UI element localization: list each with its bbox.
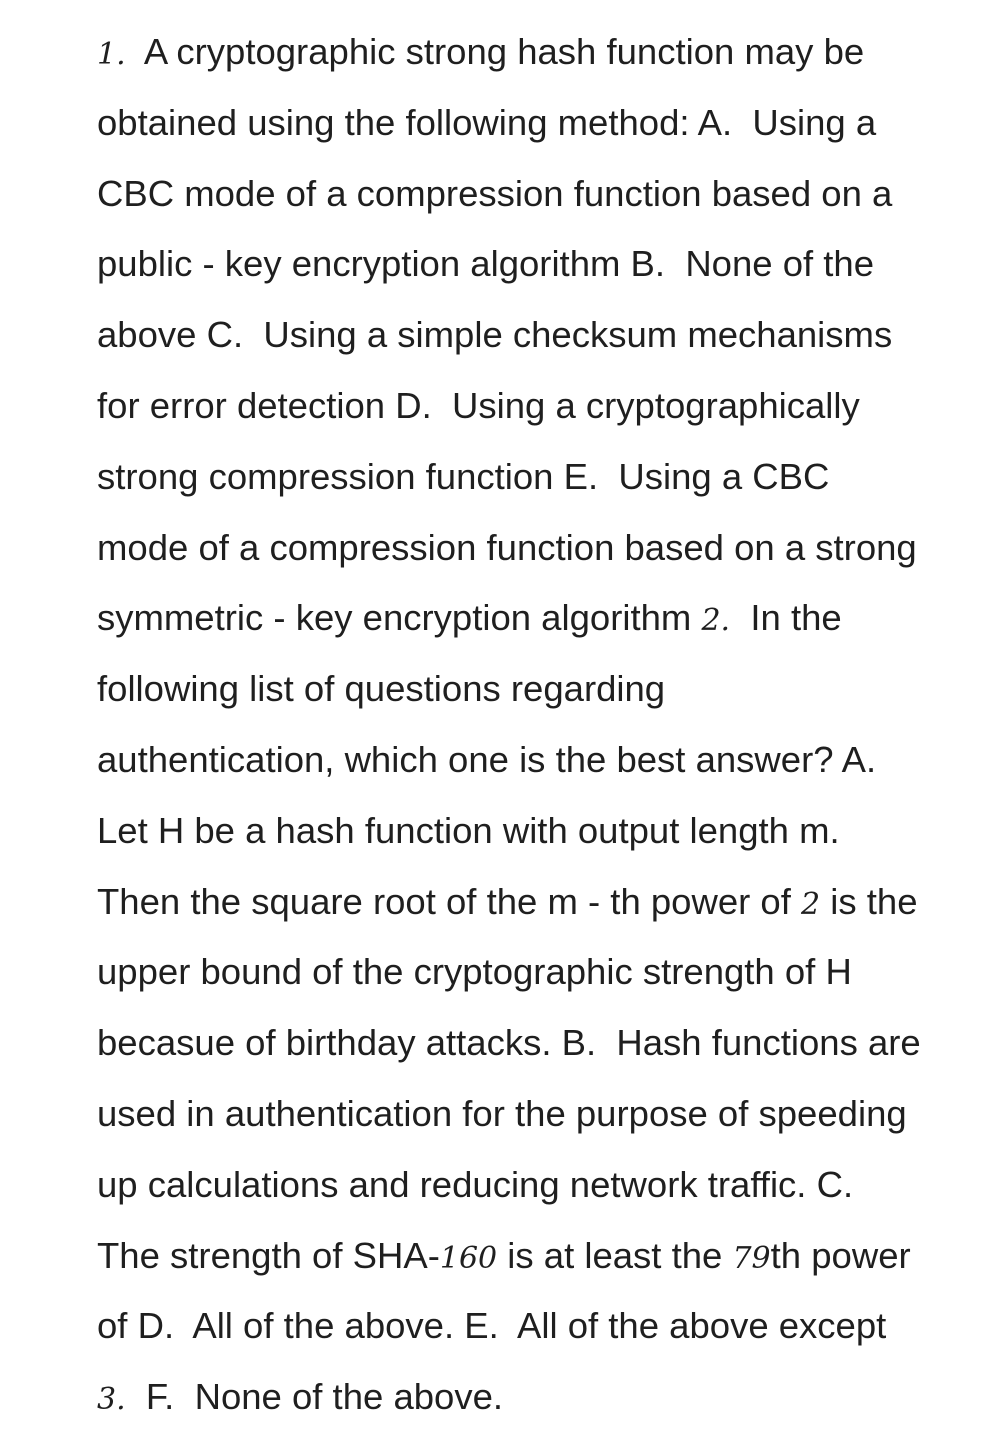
text-segment: following list of questions regarding xyxy=(97,668,666,710)
text-segment: authentication, which one is the best answer? A. xyxy=(97,739,877,780)
text-segment: Let H be a hash function with output length m. xyxy=(97,809,840,851)
text-line xyxy=(97,313,892,357)
text-segment: CBC mode of a compression function based on a xyxy=(97,172,893,214)
math-number: 2 xyxy=(801,886,821,922)
text-segment: The strength of SHA- xyxy=(97,1234,440,1276)
text-segment: Then the square root of the m - th power of xyxy=(97,880,802,922)
text-line xyxy=(97,1304,886,1348)
text-segment: strong compression function E. Using a CBC xyxy=(97,455,830,497)
text-segment: is the xyxy=(820,880,918,922)
text-line xyxy=(97,880,918,927)
text-segment: public - key encryption algorithm B. None of the xyxy=(97,243,875,285)
text-line xyxy=(97,667,665,711)
text-line xyxy=(97,1092,907,1136)
text-segment: is at least the xyxy=(497,1234,733,1276)
text-line xyxy=(97,596,842,643)
text-line xyxy=(97,384,860,428)
text-line xyxy=(97,172,892,216)
text-line xyxy=(97,1234,911,1281)
text-segment: for error detection D. Using a cryptographically xyxy=(97,385,860,426)
text-segment: above C. Using a simple checksum mechanisms xyxy=(97,314,893,356)
text-line xyxy=(97,101,876,145)
text-line xyxy=(97,809,840,853)
math-number: 1. xyxy=(97,37,126,72)
text-segment: becasue of birthday attacks. B. Hash functions are xyxy=(97,1022,921,1064)
math-number: 2. xyxy=(701,603,731,639)
text-segment: A cryptographic strong hash function may be xyxy=(125,31,865,72)
text-segment: In the xyxy=(730,597,842,639)
text-segment: of D. All of the above. E. All of the above except xyxy=(97,1305,887,1347)
text-segment: upper bound of the cryptographic strength of H xyxy=(97,951,852,993)
text-line xyxy=(97,242,874,286)
text-line xyxy=(97,455,829,499)
text-line xyxy=(97,950,852,994)
text-line xyxy=(97,1163,853,1207)
text-line xyxy=(97,738,876,782)
math-number: 3. xyxy=(97,1382,126,1418)
text-line xyxy=(97,1375,503,1422)
text-segment: up calculations and reducing network traffic. C. xyxy=(97,1163,854,1205)
text-segment: mode of a compression function based on a strong xyxy=(97,526,917,568)
text-segment: F. None of the above. xyxy=(125,1376,504,1418)
text-segment: th power xyxy=(770,1234,911,1276)
math-number: 79 xyxy=(732,1240,771,1276)
text-line xyxy=(97,30,864,77)
text-line xyxy=(97,1021,921,1065)
math-number: 160 xyxy=(439,1240,498,1276)
text-line xyxy=(97,526,917,570)
text-segment: used in authentication for the purpose of speeding xyxy=(97,1093,907,1134)
text-segment: obtained using the following method: A. Using a xyxy=(97,101,877,143)
text-segment: symmetric - key encryption algorithm xyxy=(97,597,702,639)
